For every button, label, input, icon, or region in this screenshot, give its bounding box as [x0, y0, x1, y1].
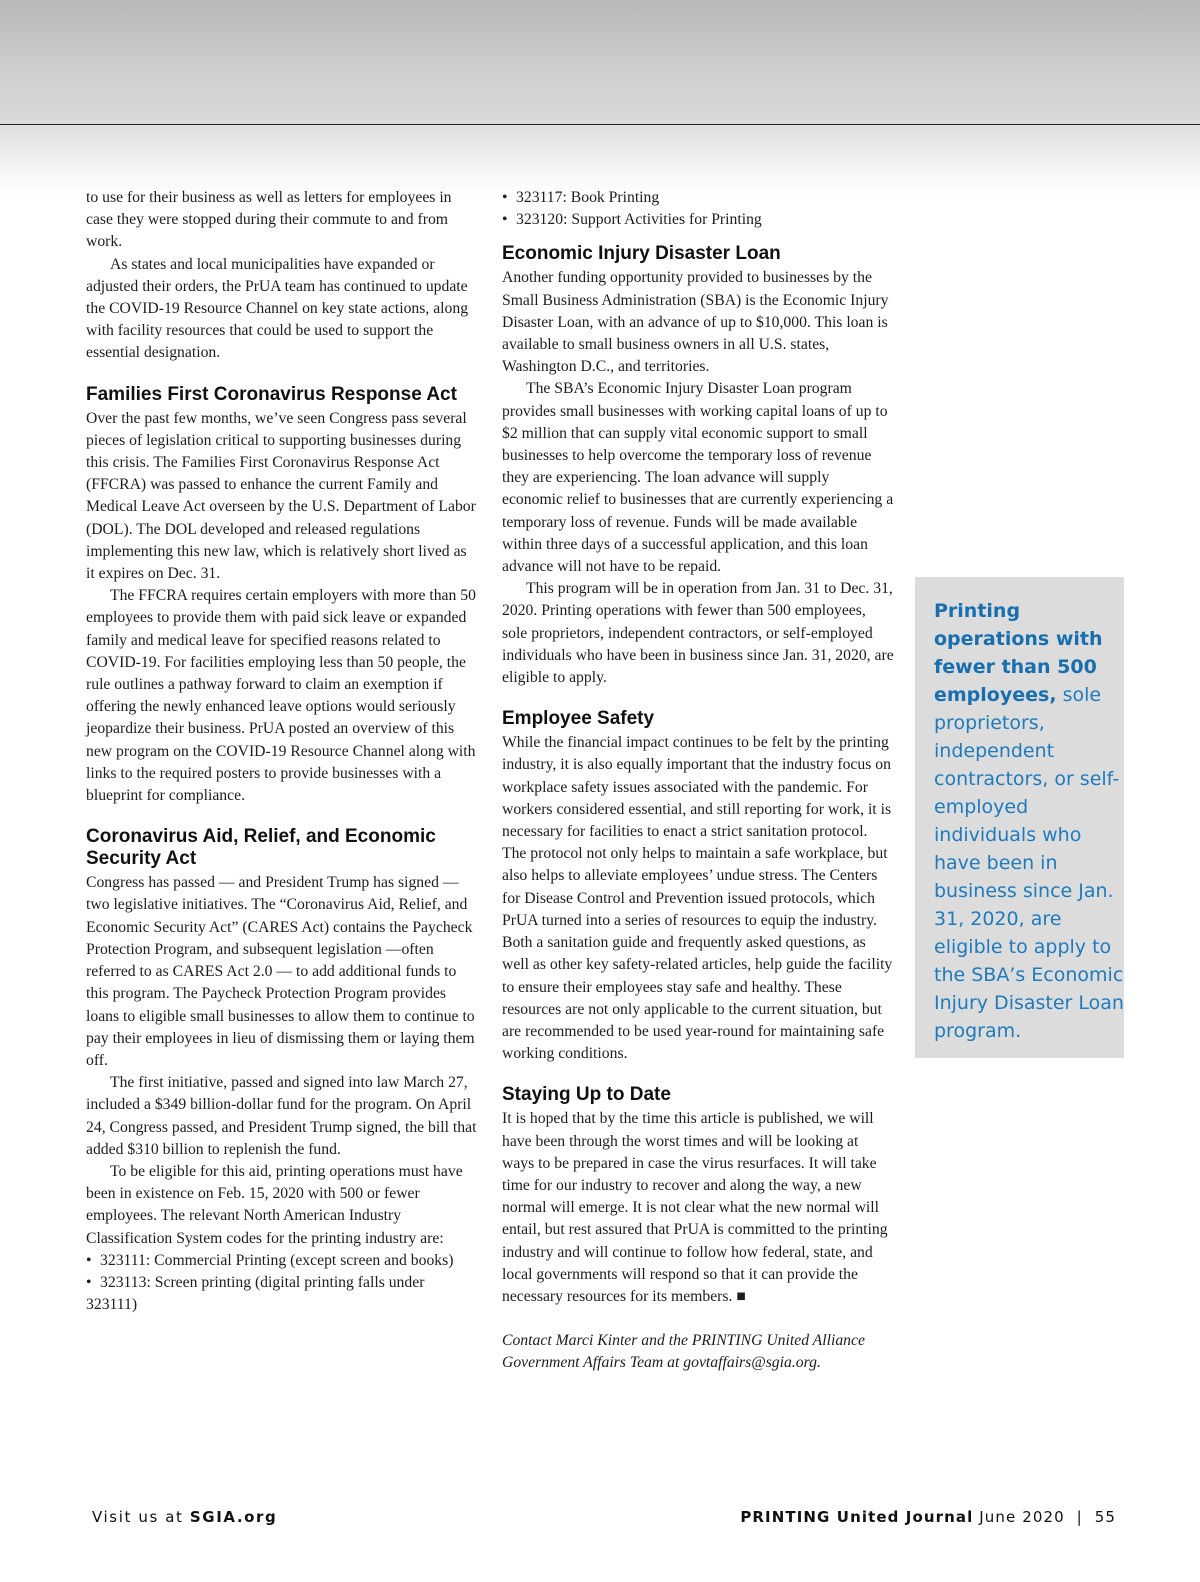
footer-folio: PRINTING United Journal June 2020 | 55	[740, 1508, 1116, 1526]
site-link[interactable]: SGIA.org	[189, 1508, 278, 1526]
naics-code-list	[86, 1250, 478, 1317]
footer-website: Visit us at SGIA.org	[92, 1508, 278, 1526]
section-heading-eidl: Economic Injury Disaster Loan	[502, 243, 781, 265]
section-heading-cares: Coronavirus Aid, Relief, and Economic Security Act	[86, 826, 436, 870]
list-item: • 323113: Screen printing (digital printing falls under 323111)	[86, 1273, 425, 1314]
header-band	[0, 0, 1200, 124]
pull-quote-text: sole proprietors, independent contractors, or self-employed individuals who have been in business since Jan. 31, 2020, are eligible to apply to the SBA’s Economic Injury Disaster Loan program.	[934, 684, 1124, 1042]
header-fade	[0, 125, 1200, 195]
paragraph: As states and local municipalities have expanded or adjusted their orders, the PrUA team has continued to update the COVID-19 Resource Channel on key state actions, along with facility resources that could be used to support the essential designation.	[86, 255, 469, 362]
paragraph: Congress has passed — and President Trump has signed — two legislative initiatives. The “Coronavirus Aid, Relief, and Economic Security Act” (CARES Act) contains the Paycheck Protection Program, and subsequent legislation —often referred to as CARES Act 2.0 — to add additional funds to this program. The Paycheck Protection Program provides loans to eligible small businesses to allow them to continue to pay their employees in lieu of dismissing them or laying them off.	[86, 874, 475, 1069]
pull-quote-box	[915, 577, 1124, 1058]
paragraph: to use for their business as well as letters for employees in case they were stopped during their commute to and from work.	[86, 189, 452, 251]
article-column-left	[86, 187, 478, 1316]
list-item: • 323117: Book Printing	[502, 189, 660, 206]
section-heading-staying-up-to-date: Staying Up to Date	[502, 1084, 671, 1106]
list-item: • 323111: Commercial Printing (except screen and books)	[86, 1251, 454, 1269]
end-mark: ■	[736, 1287, 746, 1305]
page-number: 55	[1094, 1508, 1116, 1526]
paragraph: While the financial impact continues to be felt by the printing industry, it is also equally important that the industry focus on workplace safety issues associated with the pandemic. For workers considered essential, and still reporting for work, it is necessary for facilities to enact a strict sanitation protocol. The protocol not only helps to maintain a safe workplace, but also helps to alleviate employees’ undue stress. The Centers for Disease Control and Prevention issued protocols, which PrUA turned into a series of resources to equip the industry. Both a sanitation guide and frequently asked questions, as well as other key safety-related articles, help guide the facility to ensure their employees stay safe and healthy. These resources are not only applicable to the current situation, but are recommended to be used year-round for maintaining safe working conditions.	[502, 734, 893, 1063]
paragraph: The SBA’s Economic Injury Disaster Loan program provides small businesses with working capital loans of up to $2 million that can supply vital economic support to small businesses to help overcome the temporary loss of revenue they are experiencing. The loan advance will supply economic relief to businesses that are currently experiencing a temporary loss of revenue. Funds will be made available within three days of a successful application, and this loan advance will not have to be repaid.	[502, 380, 894, 576]
paragraph: The first initiative, passed and signed into law March 27, included a $349 billion-dollar fund for the program. On April 24, Congress passed, and President Trump signed, the bill that added $310 billion to replenish the fund.	[86, 1074, 477, 1158]
section-heading-ffcra: Families First Coronavirus Response Act	[86, 383, 457, 405]
paragraph: Another funding opportunity provided to businesses by the Small Business Administration (SBA) is the Economic Injury Disaster Loan, with an advance of up to $10,000. This loan is available to small business owners in all U.S. states, Washington D.C., and territories.	[502, 269, 889, 376]
list-item: • 323120: Support Activities for Printing	[502, 211, 762, 229]
issue-date: June 2020	[979, 1508, 1065, 1526]
contact-note: Contact Marci Kinter and the PRINTING United Alliance Government Affairs Team at govtaffairs@sgia.org.	[502, 1332, 865, 1372]
paragraph: This program will be in operation from Jan. 31 to Dec. 31, 2020. Printing operations with fewer than 500 employees, sole proprietors, independent contractors, or self-employed individuals who have been in business since Jan. 31, 2020, are eligible to apply.	[502, 580, 894, 687]
section-heading-employee-safety: Employee Safety	[502, 708, 655, 730]
pull-quote	[934, 597, 1124, 1045]
journal-name: PRINTING United Journal	[740, 1508, 974, 1526]
article-column-right	[502, 187, 894, 1375]
paragraph: Over the past few months, we’ve seen Congress pass several pieces of legislation critical to supporting businesses during this crisis. The Families First Coronavirus Response Act (FFCRA) was passed to enhance the current Family and Medical Leave Act overseen by the U.S. Department of Labor (DOL). The DOL developed and released regulations implementing this new law, which is relatively short lived as it expires on Dec. 31.	[86, 409, 476, 583]
naics-code-list-continued	[502, 187, 894, 231]
pull-quote-bold: Printing operations with fewer than 500 employees,	[934, 600, 1103, 706]
paragraph: It is hoped that by the time this article is published, we will have been through the worst times and will be looking at ways to be prepared in case the virus resurfaces. It will take time for our industry to recover and along the way, a new normal will emerge. It is not clear what the new normal will entail, but rest assured that PrUA is committed to the printing industry and will continue to follow how federal, state, and local governments will respond so that it can provide the necessary resources for its members. ■	[502, 1110, 888, 1305]
paragraph: The FFCRA requires certain employers with more than 50 employees to provide them with paid sick leave or expanded family and medical leave for specified reasons related to COVID-19. For facilities employing less than 50 people, the rule outlines a pathway forward to claim an exemption if offering the newly enhanced leave options would seriously jeopardize their business. PrUA posted an overview of this new program on the COVID-19 Resource Channel along with links to the required posters to provide businesses with a blueprint for compliance.	[86, 587, 476, 805]
paragraph: To be eligible for this aid, printing operations must have been in existence on Feb. 15, 2020 with 500 or fewer employees. The relevant North American Industry Classification System codes for the printing industry are:	[86, 1162, 463, 1247]
